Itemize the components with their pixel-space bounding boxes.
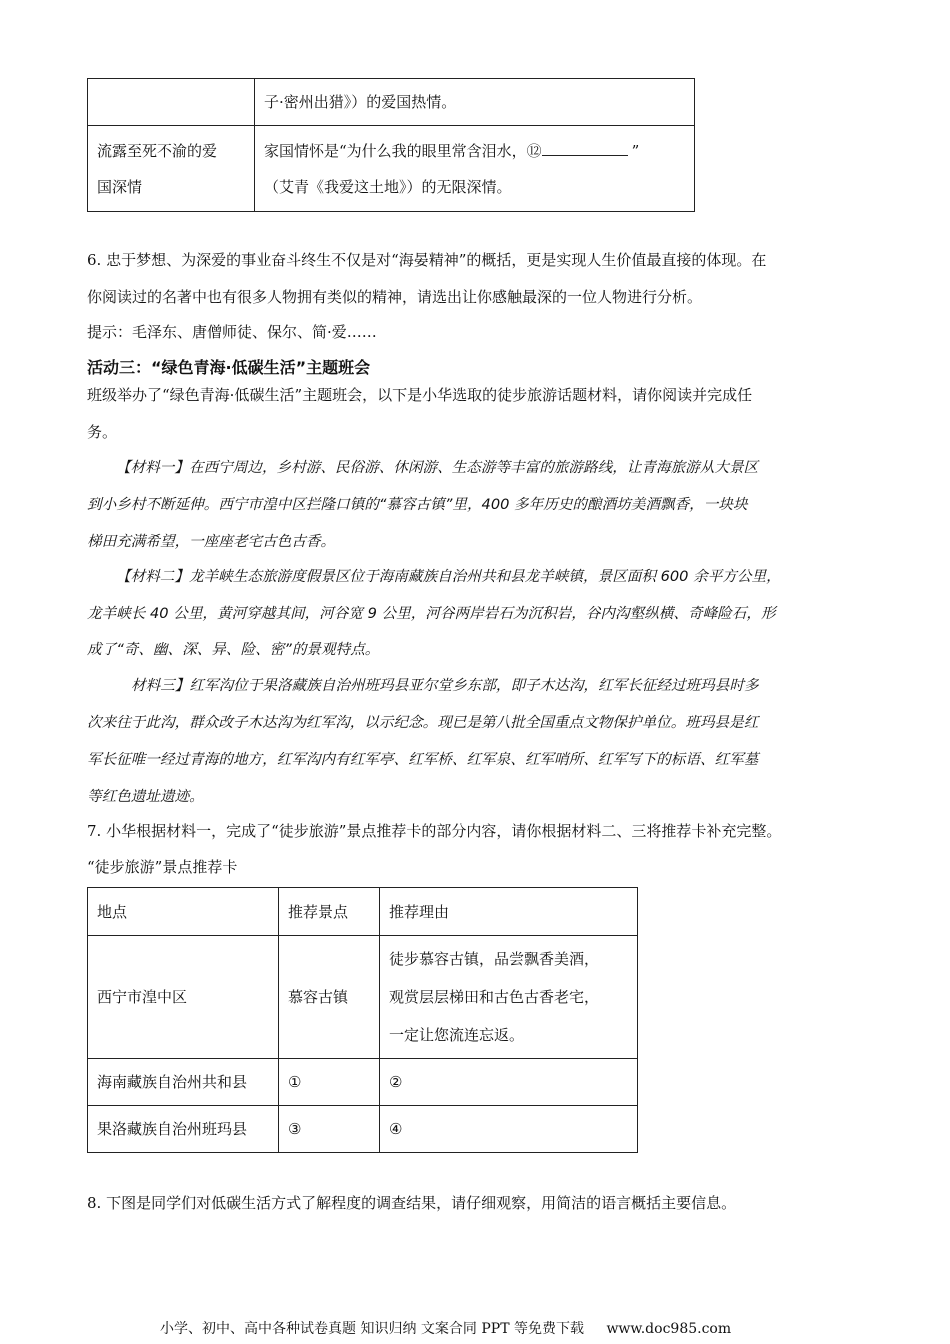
intro-line: 务。 <box>87 423 118 441</box>
q6-line: 6. 忠于梦想、为深爱的事业奋斗终生不仅是对“海晏精神”的概括，更是实现人生价值最直接的体现。在 <box>87 251 767 269</box>
cell-text: 家国情怀是“为什么我的眼里常含泪水，⑫ <box>264 141 542 160</box>
table-cell: 子·密州出猎》）的爱国热情。 <box>255 79 695 126</box>
material-line: 梯田充满希望，一座座老宅古色古香。 <box>87 533 336 550</box>
cell-line: 国深情 <box>97 177 143 196</box>
material-line: 成了“奇、幽、深、异、险、密”的景观特点。 <box>87 641 380 658</box>
recommend-table <box>87 887 638 1153</box>
material-line: 军长征唯一经过青海的地方，红军沟内有红军亭、红军桥、红军泉、红军哨所、红军写下的标语、红军墓 <box>87 751 759 768</box>
material-line: 等红色遗址遗迹。 <box>87 788 204 805</box>
footer-link[interactable]: www.doc985.com <box>606 1321 732 1337</box>
header-cell: 推荐理由 <box>380 888 638 936</box>
header-cell: 推荐景点 <box>279 888 380 936</box>
cell-text: ” <box>631 141 640 160</box>
top-table <box>87 78 695 212</box>
material-line: 【材料二】龙羊峡生态旅游度假景区位于海南藏族自治州共和县龙羊峡镇，景区面积 600 余平方公里， <box>116 568 781 585</box>
place-cell: 海南藏族自治州共和县 <box>88 1059 279 1106</box>
material-line: 【材料一】在西宁周边，乡村游、民俗游、休闲游、生态游等丰富的旅游路线，让青海旅游从大景区 <box>116 459 759 476</box>
answer-cell[interactable]: ① <box>279 1059 380 1106</box>
q7-text: 7. 小华根据材料一，完成了“徒步旅游”景点推荐卡的部分内容，请你根据材料二、三将推荐卡补充完整。 <box>87 822 782 840</box>
place-cell: 果洛藏族自治州班玛县 <box>88 1106 279 1153</box>
table-header-row <box>88 888 638 936</box>
material-line: 次来往于此沟，群众改子木达沟为红军沟，以示纪念。现已是第八批全国重点文物保护单位。班玛县是红 <box>87 714 759 731</box>
q8-text: 8. 下图是同学们对低碳生活方式了解程度的调查结果，请仔细观察，用简洁的语言概括主要信息。 <box>87 1194 737 1212</box>
place-cell: 西宁市湟中区 <box>88 936 279 1059</box>
activity-heading: 活动三：“绿色青海·低碳生活”主题班会 <box>87 358 371 377</box>
answer-blank[interactable] <box>542 139 628 156</box>
reason-line: 观赏层层梯田和古色古香老宅， <box>389 988 600 1006</box>
card-title: “徒步旅游”景点推荐卡 <box>87 858 238 876</box>
footer <box>160 1318 860 1338</box>
header-cell: 地点 <box>88 888 279 936</box>
cell-line: 流露至死不渝的爱 <box>97 141 218 160</box>
material-line: 材料三】红军沟位于果洛藏族自治州班玛县亚尔堂乡东部，即子木达沟，红军长征经过班玛县时多 <box>131 677 759 694</box>
cell-line <box>264 133 685 169</box>
reason-line: 一定让您流连忘返。 <box>389 1026 525 1044</box>
table-cell <box>88 79 255 126</box>
spot-cell: 慕容古镇 <box>279 936 380 1059</box>
intro-line: 班级举办了“绿色青海·低碳生活”主题班会，以下是小华选取的徒步旅游话题材料，请你阅读并完成任 <box>87 386 753 404</box>
q6-hint: 提示：毛泽东、唐僧师徒、保尔、简·爱…… <box>87 323 377 341</box>
reason-cell <box>380 936 638 1059</box>
table-cell <box>88 126 255 212</box>
table-row <box>88 126 695 212</box>
table-row <box>88 1106 638 1153</box>
q6-line: 你阅读过的名著中也有很多人物拥有类似的精神，请选出让你感触最深的一位人物进行分析。 <box>87 288 703 306</box>
answer-cell[interactable]: ③ <box>279 1106 380 1153</box>
answer-cell[interactable]: ④ <box>380 1106 638 1153</box>
material-line: 龙羊峡长 40 公里，黄河穿越其间，河谷宽 9 公里，河谷两岸岩石为沉积岩，谷内沟壑纵横、奇峰险石，形 <box>87 605 776 622</box>
table-row <box>88 1059 638 1106</box>
reason-line: 徒步慕容古镇，品尝飘香美酒， <box>389 950 600 968</box>
table-row <box>88 79 695 126</box>
material-line: 到小乡村不断延伸。西宁市湟中区拦隆口镇的“慕容古镇”里，400 多年历史的酿酒坊美酒飘香，一块块 <box>87 496 748 513</box>
table-cell <box>255 126 695 212</box>
answer-cell[interactable]: ② <box>380 1059 638 1106</box>
table-row <box>88 936 638 1059</box>
footer-text: 小学、初中、高中各种试卷真题 知识归纳 文案合同 PPT 等免费下载 <box>160 1321 584 1337</box>
cell-line: （艾青《我爱这土地》）的无限深情。 <box>264 177 512 196</box>
